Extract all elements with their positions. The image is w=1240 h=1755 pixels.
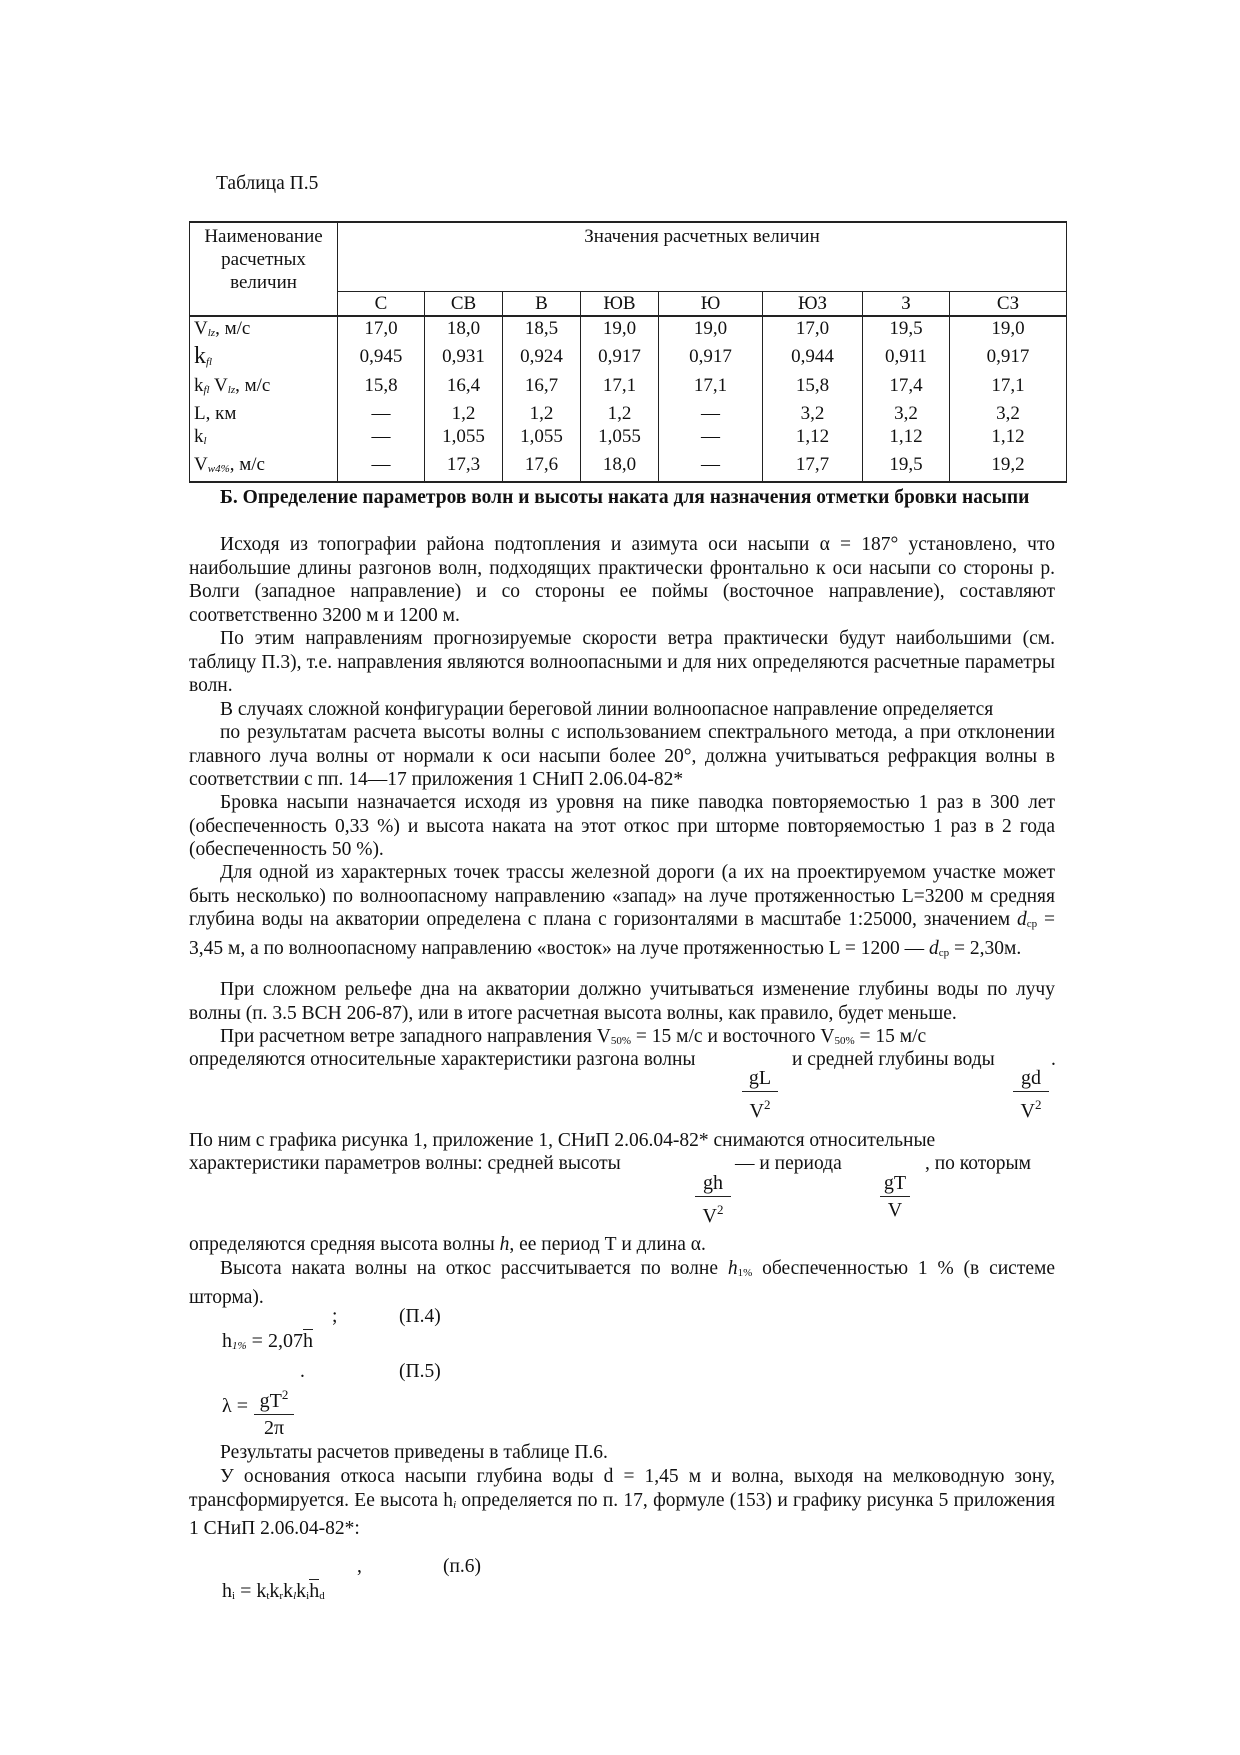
paragraph-12: У основания откоса насыпи глубина воды d = 1,45 м и волна, выходя на мелководную зону, трансформируется. Ее высота $h_i$ определяется по п. 17, формуле (153) и графику рисунка 5 приложения 1 СНиП 2.06.04-82*: <box>189 1466 1055 1539</box>
table-cell: 1,2 <box>503 402 581 425</box>
formula-p6-comma: , <box>357 1556 362 1577</box>
row-label: $k_{fl}$ $V_{lz}$, м/с <box>190 374 338 402</box>
table-cell: 17,6 <box>503 453 581 482</box>
table-cell: 1,12 <box>763 425 863 453</box>
paragraph-7: При расчетном ветре западного направления $V_{50\%} = 15$ м/с и восточного $V_{50\%} = 15$ м/с <box>220 1026 927 1047</box>
table-cell: 0,917 <box>659 345 763 374</box>
formula-p5-fraction: $gT^2$ 2π <box>254 1383 294 1440</box>
table-cell: 17,0 <box>763 316 863 345</box>
paragraph-3a: В случаях сложной конфигурации береговой линии волноопасное направление определяется <box>220 699 994 720</box>
paragraph-8-line2b: — и периода <box>735 1153 842 1174</box>
table-cell: — <box>659 402 763 425</box>
formula-p4-label: (П.4) <box>399 1306 441 1327</box>
paragraph-7-line2c: . <box>1051 1049 1056 1070</box>
table-cell: 3,2 <box>763 402 863 425</box>
table-row <box>190 316 1067 345</box>
table-cell: 3,2 <box>863 402 950 425</box>
table-row <box>190 453 1067 482</box>
paragraph-8-line2a: характеристики параметров волны: средней высоты <box>189 1153 621 1174</box>
table-cell: 1,055 <box>425 425 503 453</box>
paragraph-3b: по результатам расчета высоты волны с использованием спектрального метода, а при отклонении главного луча волны от нормали к оси насыпи более 20°, должна учитываться рефракция волны в соответствии с пп. 14—17 приложения 1 СНиП 2.06.04-82* <box>189 722 1055 790</box>
table-cell: 18,5 <box>503 316 581 345</box>
table-cell: 19,2 <box>950 453 1067 482</box>
table-caption: Таблица П.5 <box>216 173 319 194</box>
formula-p6-label: (п.6) <box>443 1556 482 1577</box>
formula-p4-semicolon: ; <box>332 1306 338 1327</box>
paragraph-11: Результаты расчетов приведены в таблице П.6. <box>220 1442 608 1463</box>
table-cell: 1,2 <box>425 402 503 425</box>
table-cell: 17,0 <box>338 316 425 345</box>
direction-header: СВ <box>425 292 503 317</box>
table-cell: 19,0 <box>950 316 1067 345</box>
paragraph-9: определяются средняя высота волны h, ее период Т и длина α. <box>189 1234 706 1255</box>
table-cell: 1,055 <box>581 425 659 453</box>
paragraph-8-line2c: , по которым <box>925 1153 1031 1174</box>
table-cell: — <box>338 425 425 453</box>
data-table <box>189 221 1067 483</box>
direction-header: В <box>503 292 581 317</box>
table-cell: 0,931 <box>425 345 503 374</box>
table-cell: — <box>338 402 425 425</box>
table-cell: 0,917 <box>581 345 659 374</box>
table-cell: 1,2 <box>581 402 659 425</box>
paragraph-1: Исходя из топографии района подтопления и азимута оси насыпи α = 187° установлено, что наибольшие длины разгонов волн, подходящих практически фронтально к оси насыпи со стороны р. Волги (западное направление) и со стороны ее поймы (восточное направление), составляют соответственно 3200 м и 1200 м. <box>189 534 1055 626</box>
fraction-gh-over-V2: gh $V^2$ <box>695 1171 731 1228</box>
fraction-gT-over-V: gT V <box>880 1171 910 1222</box>
direction-header: СЗ <box>950 292 1067 317</box>
section-heading: Б. Определение параметров волн и высоты наката для назначения отметки бровки насыпи <box>220 487 1030 508</box>
name-header: Наименование расчетных величин <box>190 222 338 316</box>
table-cell: — <box>659 425 763 453</box>
formula-p6: $h_i = k_tk_rk_lk_ih_d$ <box>222 1580 325 1602</box>
table-cell: 0,911 <box>863 345 950 374</box>
table-cell: 19,0 <box>581 316 659 345</box>
table-cell: 19,0 <box>659 316 763 345</box>
paragraph-8-line1: По ним с графика рисунка 1, приложение 1, СНиП 2.06.04-82* снимаются относительные <box>189 1130 936 1151</box>
table-row <box>190 345 1067 374</box>
direction-header: С <box>338 292 425 317</box>
table-cell: 17,1 <box>659 374 763 402</box>
table-cell: 17,4 <box>863 374 950 402</box>
row-label: $V_{w4\%}$, м/с <box>190 453 338 482</box>
table-cell: 17,7 <box>763 453 863 482</box>
table-cell: 18,0 <box>581 453 659 482</box>
table-cell: 16,4 <box>425 374 503 402</box>
row-label: L, км <box>190 402 338 425</box>
table-row <box>190 402 1067 425</box>
paragraph-10: Высота наката волны на откос рассчитывается по волне $h_{1\%}$ обеспеченностью 1 % (в системе шторма). <box>189 1258 1055 1308</box>
direction-header: З <box>863 292 950 317</box>
table-cell: 19,5 <box>863 453 950 482</box>
table-cell: 3,2 <box>950 402 1067 425</box>
row-label: $k_{fl}$ <box>190 345 338 374</box>
table-cell: 17,1 <box>581 374 659 402</box>
table-cell: — <box>338 453 425 482</box>
paragraph-2: По этим направлениям прогнозируемые скорости ветра практически будут наибольшими (см. таблицу П.3), т.е. направления являются волноопасными и для них определяются расчетные параметры волн. <box>189 628 1055 696</box>
table-cell: 17,1 <box>950 374 1067 402</box>
table-cell: 1,12 <box>863 425 950 453</box>
table-cell: 0,917 <box>950 345 1067 374</box>
paragraph-7-line2a: определяются относительные характеристики разгона волны <box>189 1049 696 1070</box>
fraction-gL-over-V2: gL $V^2$ <box>742 1066 778 1123</box>
table-cell: 0,945 <box>338 345 425 374</box>
paragraph-5: Для одной из характерных точек трассы железной дороги (а их на проектируемом участке может быть несколько) по волноопасному направлению «запад» на луче протяженностью L=3200 м средняя глубина воды на акватории определена с плана с горизонталями в масштабе 1:25000, значением $d_{ср} = 3,45$ м, а по волноопасному направлению «восток» на луче протяженностью L = 1200 — $d_{ср} = 2,30м$. <box>189 862 1055 959</box>
table-cell: 0,944 <box>763 345 863 374</box>
paragraph-4: Бровка насыпи назначается исходя из уровня на пике паводка повторяемостью 1 раз в 300 лет (обеспеченность 0,33 %) и высота наката на этот откос при шторме повторяемостью 1 раз в 2 года (обеспеченность 50 %). <box>189 792 1055 860</box>
table-cell: 1,12 <box>950 425 1067 453</box>
formula-p5-label: (П.5) <box>399 1361 441 1382</box>
formula-p5-dot: . <box>300 1361 305 1382</box>
direction-header: Ю <box>659 292 763 317</box>
paragraph-7-line2b: и средней глубины воды <box>792 1049 995 1070</box>
table-cell: 18,0 <box>425 316 503 345</box>
table-cell: 15,8 <box>763 374 863 402</box>
table-row <box>190 374 1067 402</box>
direction-header: ЮЗ <box>763 292 863 317</box>
table-cell: 15,8 <box>338 374 425 402</box>
row-label: $k_l$ <box>190 425 338 453</box>
table-cell: 0,924 <box>503 345 581 374</box>
formula-p4: $h_{1\%} = 2,07h$ <box>222 1330 313 1352</box>
fraction-gd-over-V2: gd $V^2$ <box>1013 1066 1049 1123</box>
table-cell: 17,3 <box>425 453 503 482</box>
table-row <box>190 425 1067 453</box>
row-label: $V_{lz}$, м/с <box>190 316 338 345</box>
paragraph-6: При сложном рельефе дна на акватории должно учитываться изменение глубины воды по лучу волны (п. 3.5 ВСН 206-87), или в итоге расчетная высота волны, как правило, будет меньше. <box>189 979 1055 1024</box>
table-cell: 16,7 <box>503 374 581 402</box>
formula-p5-lhs: λ = <box>222 1395 248 1417</box>
direction-header: ЮВ <box>581 292 659 317</box>
table-cell: — <box>659 453 763 482</box>
values-header: Значения расчетных величин <box>338 222 1067 292</box>
table-cell: 19,5 <box>863 316 950 345</box>
table-cell: 1,055 <box>503 425 581 453</box>
